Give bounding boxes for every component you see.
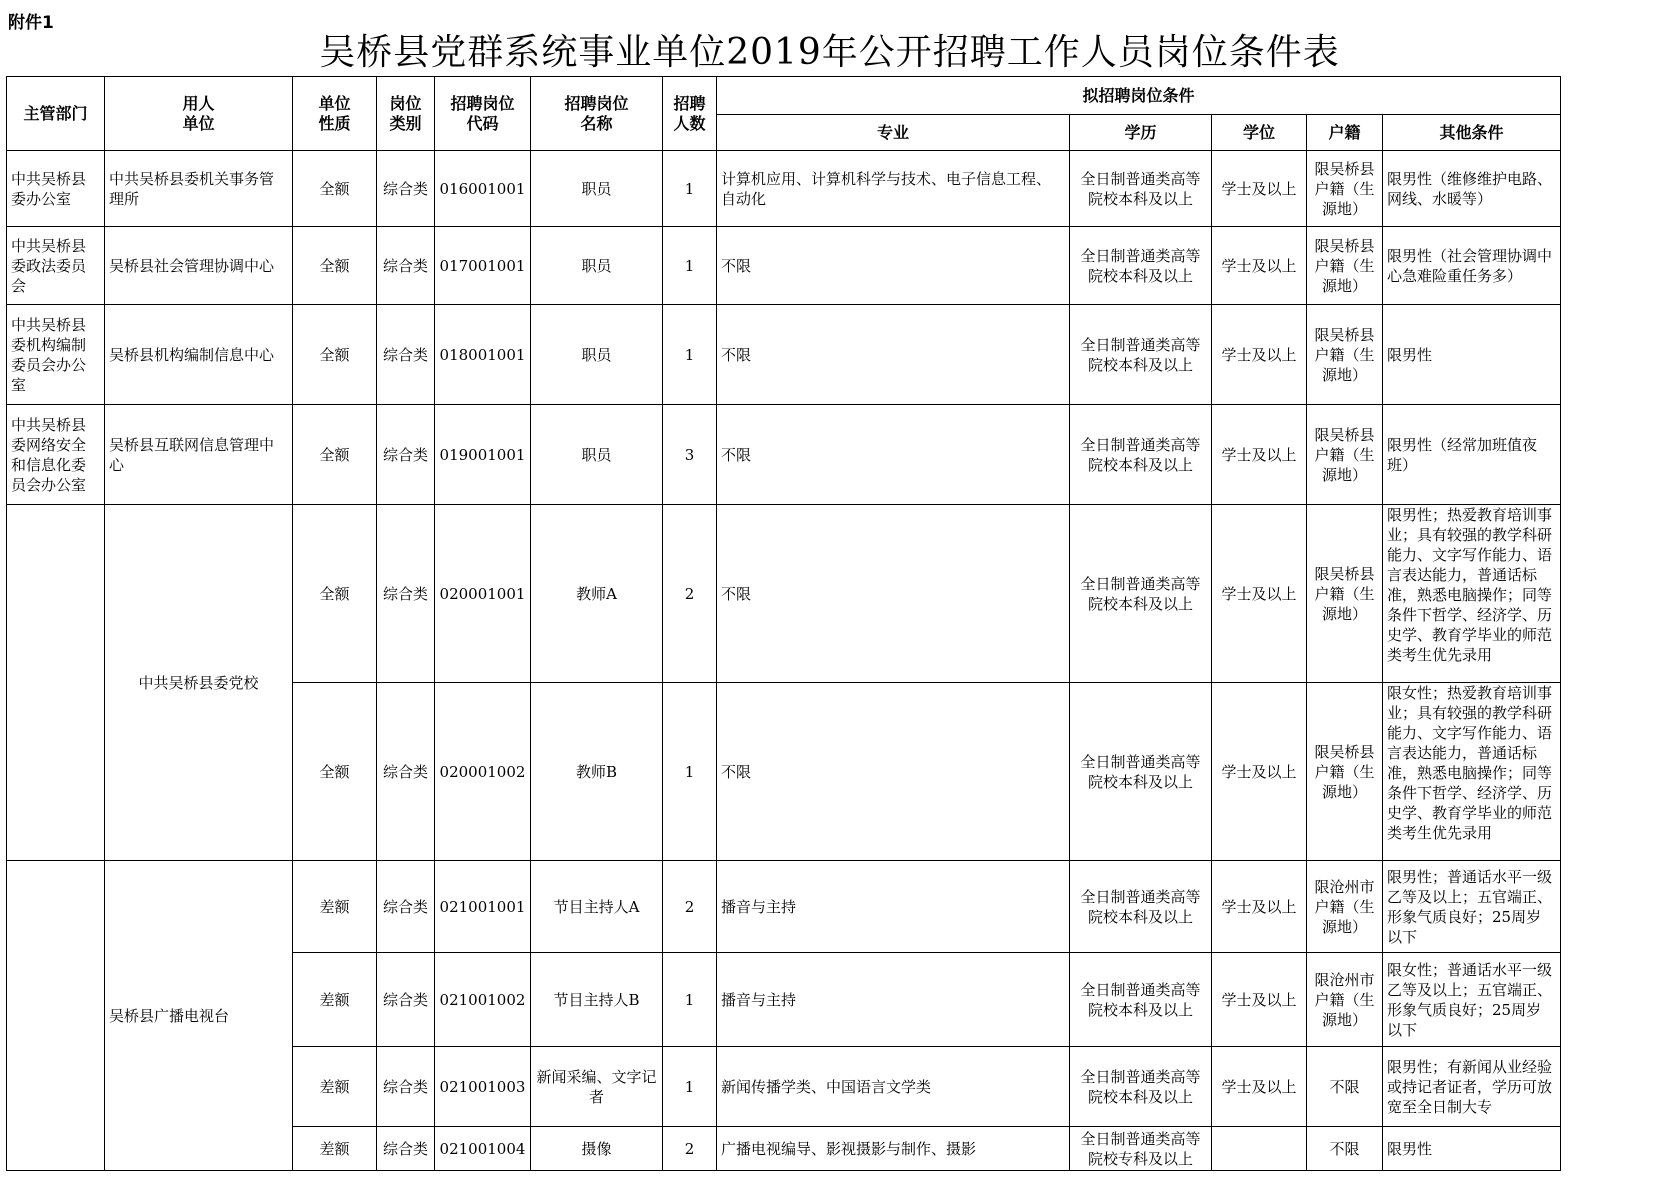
cell-code: 021001003 — [435, 1047, 531, 1127]
cell-other: 限女性；普通话水平一级乙等及以上；五官端正、形象气质良好；25周岁以下 — [1383, 953, 1561, 1047]
cell-post: 职员 — [531, 227, 663, 305]
cell-education: 全日制普通类高等院校专科及以上 — [1070, 1127, 1212, 1171]
cell-nature: 差额 — [293, 1127, 377, 1171]
header-degree: 学位 — [1212, 115, 1307, 151]
cell-dept — [7, 861, 105, 1171]
header-dept: 主管部门 — [7, 77, 105, 151]
cell-code: 020001002 — [435, 683, 531, 861]
cell-degree: 学士及以上 — [1212, 861, 1307, 953]
cell-category: 综合类 — [377, 953, 435, 1047]
cell-hukou: 限吴桥县户籍（生源地） — [1307, 227, 1383, 305]
cell-unit: 吴桥县广播电视台 — [105, 861, 293, 1171]
cell-education: 全日制普通类高等院校本科及以上 — [1070, 683, 1212, 861]
cell-other: 限男性 — [1383, 305, 1561, 405]
cell-hukou: 限吴桥县户籍（生源地） — [1307, 405, 1383, 505]
cell-education: 全日制普通类高等院校本科及以上 — [1070, 505, 1212, 683]
cell-education: 全日制普通类高等院校本科及以上 — [1070, 1047, 1212, 1127]
cell-dept: 中共吴桥县委机构编制委员会办公室 — [7, 305, 105, 405]
cell-count: 1 — [663, 227, 717, 305]
cell-category: 综合类 — [377, 861, 435, 953]
cell-other — [1383, 505, 1561, 683]
cell-hukou: 限沧州市户籍（生源地） — [1307, 861, 1383, 953]
table-row — [7, 305, 1561, 405]
cell-hukou: 限吴桥县户籍（生源地） — [1307, 683, 1383, 861]
cell-nature: 差额 — [293, 861, 377, 953]
cell-nature: 差额 — [293, 1047, 377, 1127]
cell-degree: 学士及以上 — [1212, 505, 1307, 683]
table-row — [7, 405, 1561, 505]
table-row — [7, 227, 1561, 305]
cell-nature: 全额 — [293, 505, 377, 683]
header-education: 学历 — [1070, 115, 1212, 151]
table-row — [7, 861, 1561, 953]
cell-nature: 全额 — [293, 405, 377, 505]
cell-dept: 中共吴桥县委网络安全和信息化委员会办公室 — [7, 405, 105, 505]
cell-degree: 学士及以上 — [1212, 683, 1307, 861]
header-post: 招聘岗位 名称 — [531, 77, 663, 151]
cell-major: 不限 — [717, 227, 1070, 305]
cell-category: 综合类 — [377, 683, 435, 861]
cell-code: 021001004 — [435, 1127, 531, 1171]
cell-hukou: 限吴桥县户籍（生源地） — [1307, 305, 1383, 405]
cell-post: 摄像 — [531, 1127, 663, 1171]
cell-other: 限男性（社会管理协调中心急难险重任务多） — [1383, 227, 1561, 305]
cell-other: 限男性（经常加班值夜班） — [1383, 405, 1561, 505]
cell-major: 新闻传播学类、中国语言文学类 — [717, 1047, 1070, 1127]
cell-category: 综合类 — [377, 1127, 435, 1171]
cell-hukou: 限沧州市户籍（生源地） — [1307, 953, 1383, 1047]
cell-post: 节目主持人B — [531, 953, 663, 1047]
header-category: 岗位 类别 — [377, 77, 435, 151]
cell-post: 教师A — [531, 505, 663, 683]
annex-label: 附件1 — [8, 13, 54, 33]
cell-other-text: 限男性；热爱教育培训事业；具有较强的教学科研能力、文字写作能力、语言表达能力，普通话标准，熟悉电脑操作；同等条件下哲学、经济学、历史学、教育学毕业的师范类考生优先录用 — [1387, 506, 1553, 664]
header-unit: 用人 单位 — [105, 77, 293, 151]
cell-dept: 中共吴桥县委政法委员会 — [7, 227, 105, 305]
cell-category: 综合类 — [377, 405, 435, 505]
cell-education: 全日制普通类高等院校本科及以上 — [1070, 953, 1212, 1047]
page-title: 吴桥县党群系统事业单位2019年公开招聘工作人员岗位条件表 — [319, 32, 1340, 73]
cell-degree: 学士及以上 — [1212, 305, 1307, 405]
cell-hukou: 不限 — [1307, 1047, 1383, 1127]
cell-post: 职员 — [531, 151, 663, 227]
cell-major: 不限 — [717, 683, 1070, 861]
header-hukou: 户籍 — [1307, 115, 1383, 151]
cell-dept: 中共吴桥县委办公室 — [7, 151, 105, 227]
cell-education: 全日制普通类高等院校本科及以上 — [1070, 227, 1212, 305]
header-major: 专业 — [717, 115, 1070, 151]
cell-degree: 学士及以上 — [1212, 227, 1307, 305]
header-code: 招聘岗位 代码 — [435, 77, 531, 151]
cell-hukou: 限吴桥县户籍（生源地） — [1307, 151, 1383, 227]
cell-nature: 全额 — [293, 227, 377, 305]
header-other: 其他条件 — [1383, 115, 1561, 151]
cell-degree: 学士及以上 — [1212, 405, 1307, 505]
cell-code: 019001001 — [435, 405, 531, 505]
cell-category: 综合类 — [377, 1047, 435, 1127]
cell-code: 021001002 — [435, 953, 531, 1047]
cell-nature: 全额 — [293, 683, 377, 861]
cell-education: 全日制普通类高等院校本科及以上 — [1070, 405, 1212, 505]
cell-major: 不限 — [717, 505, 1070, 683]
table-row — [7, 151, 1561, 227]
table-row — [7, 505, 1561, 683]
cell-major: 不限 — [717, 405, 1070, 505]
cell-unit: 中共吴桥县委党校 — [105, 505, 293, 861]
cell-other: 限男性（维修维护电路、网线、水暖等） — [1383, 151, 1561, 227]
cell-count: 1 — [663, 683, 717, 861]
cell-count: 1 — [663, 953, 717, 1047]
cell-post: 职员 — [531, 305, 663, 405]
cell-major: 不限 — [717, 305, 1070, 405]
cell-code: 018001001 — [435, 305, 531, 405]
cell-education: 全日制普通类高等院校本科及以上 — [1070, 861, 1212, 953]
cell-hukou: 不限 — [1307, 1127, 1383, 1171]
cell-major: 广播电视编导、影视摄影与制作、摄影 — [717, 1127, 1070, 1171]
cell-unit: 吴桥县互联网信息管理中心 — [105, 405, 293, 505]
cell-other: 限男性；普通话水平一级乙等及以上；五官端正、形象气质良好；25周岁以下 — [1383, 861, 1561, 953]
cell-count: 1 — [663, 1047, 717, 1127]
cell-other: 限男性；有新闻从业经验或持记者证者，学历可放宽至全日制大专 — [1383, 1047, 1561, 1127]
cell-degree: 学士及以上 — [1212, 1047, 1307, 1127]
cell-category: 综合类 — [377, 151, 435, 227]
cell-count: 1 — [663, 151, 717, 227]
cell-major: 播音与主持 — [717, 861, 1070, 953]
cell-degree: 学士及以上 — [1212, 151, 1307, 227]
cell-post: 节目主持人A — [531, 861, 663, 953]
cell-category: 综合类 — [377, 227, 435, 305]
cell-count: 3 — [663, 405, 717, 505]
cell-count: 1 — [663, 305, 717, 405]
header-count: 招聘 人数 — [663, 77, 717, 151]
cell-count: 2 — [663, 861, 717, 953]
cell-code: 021001001 — [435, 861, 531, 953]
cell-hukou: 限吴桥县户籍（生源地） — [1307, 505, 1383, 683]
cell-degree: 学士及以上 — [1212, 953, 1307, 1047]
cell-nature: 差额 — [293, 953, 377, 1047]
cell-count: 2 — [663, 1127, 717, 1171]
cell-dept — [7, 505, 105, 861]
cell-unit: 中共吴桥县委机关事务管理所 — [105, 151, 293, 227]
cell-post: 职员 — [531, 405, 663, 505]
cell-major: 计算机应用、计算机科学与技术、电子信息工程、自动化 — [717, 151, 1070, 227]
header-row-1 — [7, 77, 1561, 115]
cell-other — [1383, 683, 1561, 861]
cell-other-text: 限女性；热爱教育培训事业；具有较强的教学科研能力、文字写作能力、语言表达能力，普通话标准，熟悉电脑操作；同等条件下哲学、经济学、历史学、教育学毕业的师范类考生优先录用 — [1387, 684, 1553, 842]
cell-code: 016001001 — [435, 151, 531, 227]
cell-code: 020001001 — [435, 505, 531, 683]
cell-major: 播音与主持 — [717, 953, 1070, 1047]
cell-post: 教师B — [531, 683, 663, 861]
cell-post: 新闻采编、文字记者 — [531, 1047, 663, 1127]
cell-degree — [1212, 1127, 1307, 1171]
cell-nature: 全额 — [293, 151, 377, 227]
cell-count: 2 — [663, 505, 717, 683]
cell-category: 综合类 — [377, 305, 435, 405]
cell-education: 全日制普通类高等院校本科及以上 — [1070, 305, 1212, 405]
cell-unit: 吴桥县社会管理协调中心 — [105, 227, 293, 305]
cell-other: 限男性 — [1383, 1127, 1561, 1171]
cell-nature: 全额 — [293, 305, 377, 405]
recruitment-table — [6, 76, 1561, 1171]
header-nature: 单位 性质 — [293, 77, 377, 151]
cell-code: 017001001 — [435, 227, 531, 305]
cell-education: 全日制普通类高等院校本科及以上 — [1070, 151, 1212, 227]
header-conditions: 拟招聘岗位条件 — [717, 77, 1561, 115]
cell-unit: 吴桥县机构编制信息中心 — [105, 305, 293, 405]
cell-category: 综合类 — [377, 505, 435, 683]
